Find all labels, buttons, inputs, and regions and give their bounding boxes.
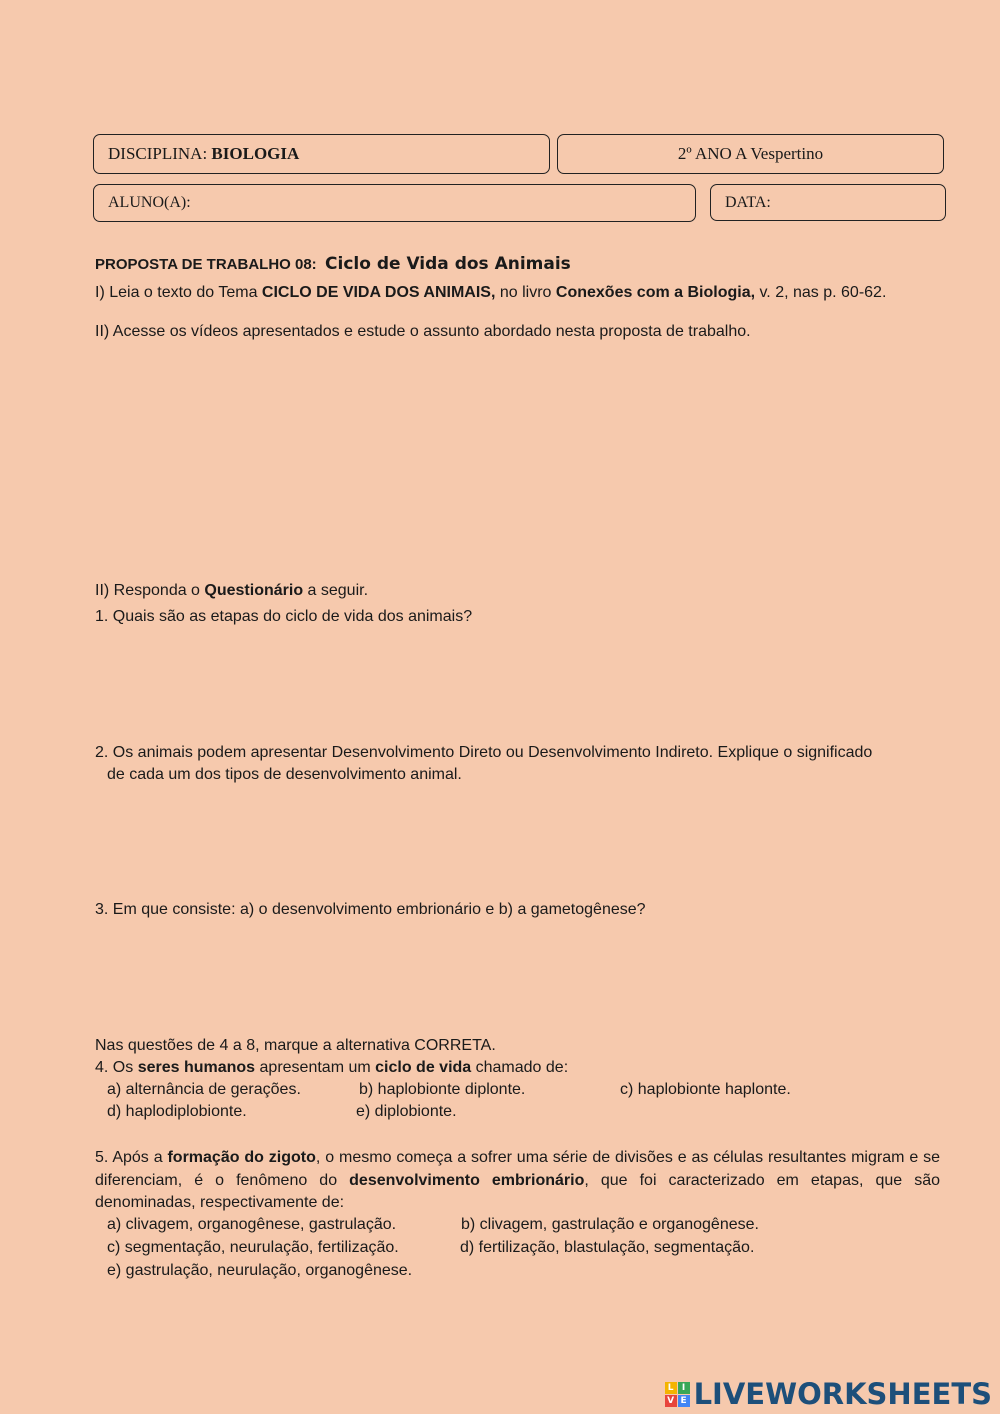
q5-text-2: , o mesmo começa a sofrer uma série de divisões e as células resultantes migram e se diferenciam, é o fenômeno do [95, 1149, 940, 1189]
instruction-ii: II) Acesse os vídeos apresentados e estude o assunto abordado nesta proposta de trabalho. [95, 323, 751, 340]
logo-mark-letter: V [665, 1395, 677, 1407]
q5-bold-1: formação do zigoto [167, 1149, 316, 1166]
instruction-iii [95, 580, 368, 602]
question-4 [95, 1057, 568, 1079]
q4-option-e[interactable]: e) diplobionte. [356, 1103, 457, 1120]
instruction-iii-prefix: II) Responda o [95, 582, 205, 599]
q5-option-a[interactable]: a) clivagem, organogênese, gastrulação. [107, 1216, 397, 1233]
instruction-i-prefix: I) Leia o texto do Tema [95, 284, 262, 301]
logo-text: LIVEWORKSHEETS [693, 1377, 992, 1411]
disciplina-label: DISCIPLINA: [108, 144, 208, 163]
question-5 [95, 1147, 940, 1215]
proposal-label: PROPOSTA DE TRABALHO 08: [95, 256, 317, 273]
liveworksheets-logo[interactable] [665, 1374, 992, 1414]
answer-2-area[interactable] [95, 790, 940, 895]
answer-1-area[interactable] [95, 632, 940, 737]
q5-option-e[interactable]: e) gastrulação, neurulação, organogênese. [107, 1262, 413, 1279]
q4-bold-2: ciclo de vida [375, 1059, 472, 1076]
liveworksheets-mark-icon [665, 1382, 690, 1407]
question-3: 3. Em que consiste: a) o desenvolvimento embrionário e b) a gametogênese? [95, 901, 646, 918]
q4-text-2: apresentam um [255, 1059, 376, 1076]
logo-mark-letter: L [665, 1382, 677, 1394]
data-field[interactable] [710, 184, 946, 221]
proposal-title: Ciclo de Vida dos Animais [325, 254, 571, 274]
q5-text-3: , que foi caracterizado em etapas, que são denominadas, respectivamente de: [95, 1171, 941, 1211]
q5-option-d[interactable]: d) fertilização, blastulação, segmentação. [460, 1239, 755, 1256]
instruction-i-suffix: v. 2, nas p. 60-62. [755, 284, 887, 301]
turma-text: 2º ANO A Vespertino [677, 144, 824, 163]
question-2-line2: de cada um dos tipos de desenvolvimento animal. [107, 766, 462, 783]
instruction-i-mid: no livro [495, 284, 556, 301]
q4-text-1: 4. Os [95, 1059, 138, 1076]
q4-option-b[interactable]: b) haplobionte diplonte. [359, 1081, 526, 1098]
q5-bold-2: desenvolvimento embrionário [349, 1171, 585, 1189]
instruction-i [95, 282, 886, 304]
disciplina-value: BIOLOGIA [211, 144, 300, 163]
q4-option-c[interactable]: c) haplobionte haplonte. [620, 1081, 791, 1098]
instruction-i-book: Conexões com a Biologia, [555, 284, 756, 301]
instruction-iii-bold: Questionário [204, 582, 304, 599]
q4-option-a[interactable]: a) alternância de gerações. [107, 1081, 301, 1098]
instruction-iii-suffix: a seguir. [303, 582, 369, 599]
data-label: DATA: [725, 193, 771, 211]
q4-option-d[interactable]: d) haplodiplobionte. [107, 1103, 247, 1120]
logo-mark-letter: I [678, 1382, 690, 1394]
q5-option-b[interactable]: b) clivagem, gastrulação e organogênese. [461, 1216, 759, 1233]
instruction-i-theme: CICLO DE VIDA DOS ANIMAIS, [261, 284, 496, 301]
q4-text-3: chamado de: [471, 1059, 569, 1076]
proposal-heading [95, 253, 571, 276]
aluno-field[interactable] [93, 184, 696, 222]
aluno-label: ALUNO(A): [108, 194, 191, 211]
mc-intro: Nas questões de 4 a 8, marque a alternativa CORRETA. [95, 1037, 496, 1054]
q4-bold-1: seres humanos [137, 1059, 256, 1076]
q5-text-1: 5. Após a [95, 1149, 168, 1166]
turma-box [557, 134, 944, 174]
question-1: 1. Quais são as etapas do ciclo de vida dos animais? [95, 608, 473, 625]
disciplina-box [93, 134, 550, 174]
question-2-line1: 2. Os animais podem apresentar Desenvolvimento Direto ou Desenvolvimento Indireto. Explique o significado [95, 744, 873, 761]
logo-mark-letter: E [678, 1395, 690, 1407]
q5-option-c[interactable]: c) segmentação, neurulação, fertilização. [107, 1239, 399, 1256]
video-area [95, 350, 940, 570]
answer-3-area[interactable] [95, 925, 940, 1025]
